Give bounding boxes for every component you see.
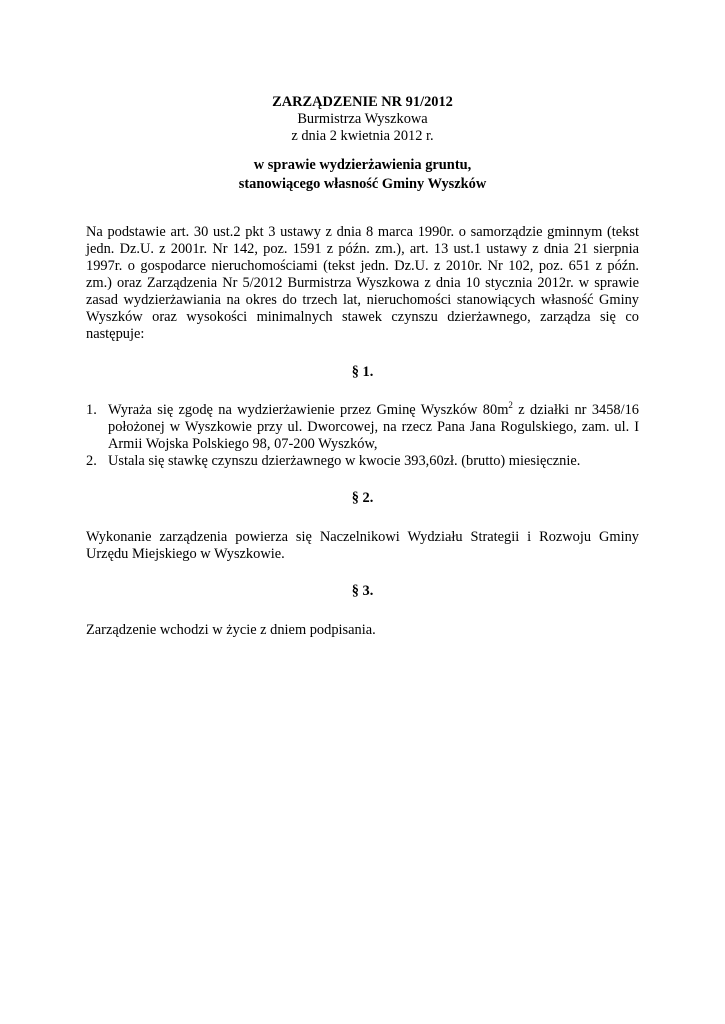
preamble-paragraph: Na podstawie art. 30 ust.2 pkt 3 ustawy z dnia 8 marca 1990r. o samorządzie gminnym (tekst jedn. Dz.U. z 2001r. Nr 142, poz. 1591 z późn. zm.), art. 13 ust.1 ustawy z dnia 21 sierpnia 1997r. o gospodarce nieruchomościami (tekst jedn. Dz.U. z 2010r. Nr 102, poz. 651 z późn. zm.) oraz Zarządzenia Nr 5/2012 Burmistrza Wyszkowa z dnia 10 stycznia 2012r. w sprawie zasad wydzierżawiania na okres do trzech lat, nieruchomości stanowiących własność Gminy Wyszków oraz wysokości minimalnych stawek czynszu dzierżawnego, zarządza się co następuje: [86,224,639,342]
section-2-paragraph: Wykonanie zarządzenia powierza się Naczelnikowi Wydziału Strategii i Rozwoju Gminy Urzędu Miejskiego w Wyszkowie. [86,529,639,562]
section-1-heading: § 1. [351,364,374,380]
list-item-number: 2. [86,453,97,469]
section-1-list [86,402,639,470]
list-item-text: Ustala się stawkę czynszu dzierżawnego w kwocie 393,60zł. (brutto) miesięcznie. [108,453,581,469]
superscript-exponent: 2 [508,400,513,411]
document-subject [86,156,639,194]
subject-line-1: w sprawie wydzierżawienia gruntu, [253,157,472,173]
list-item-number: 1. [86,402,97,418]
issuer-line: Burmistrza Wyszkowa [297,111,428,127]
section-2-heading: § 2. [351,490,374,506]
list-item-text-part1: Wyraża się zgodę na wydzierżawienie przez Gminę Wyszków 80m [108,402,509,418]
document-title: ZARZĄDZENIE NR 91/2012 [272,94,453,110]
section-3-heading: § 3. [351,583,374,599]
date-line: z dnia 2 kwietnia 2012 r. [291,128,434,144]
list-item [86,453,639,470]
section-3-paragraph: Zarządzenie wchodzi w życie z dniem podpisania. [86,622,376,638]
list-item [86,402,639,453]
list-item-text-part2: z działki nr 3458/16 położonej w Wyszkowie przy ul. Dworcowej, na rzecz Pana Jana Rogulskiego, zam. ul. I Armii Wojska Polskiego 98, 07-200 Wyszków, [108,402,639,452]
subject-line-2: stanowiącego własność Gminy Wyszków [238,176,487,192]
document-header [86,94,639,145]
